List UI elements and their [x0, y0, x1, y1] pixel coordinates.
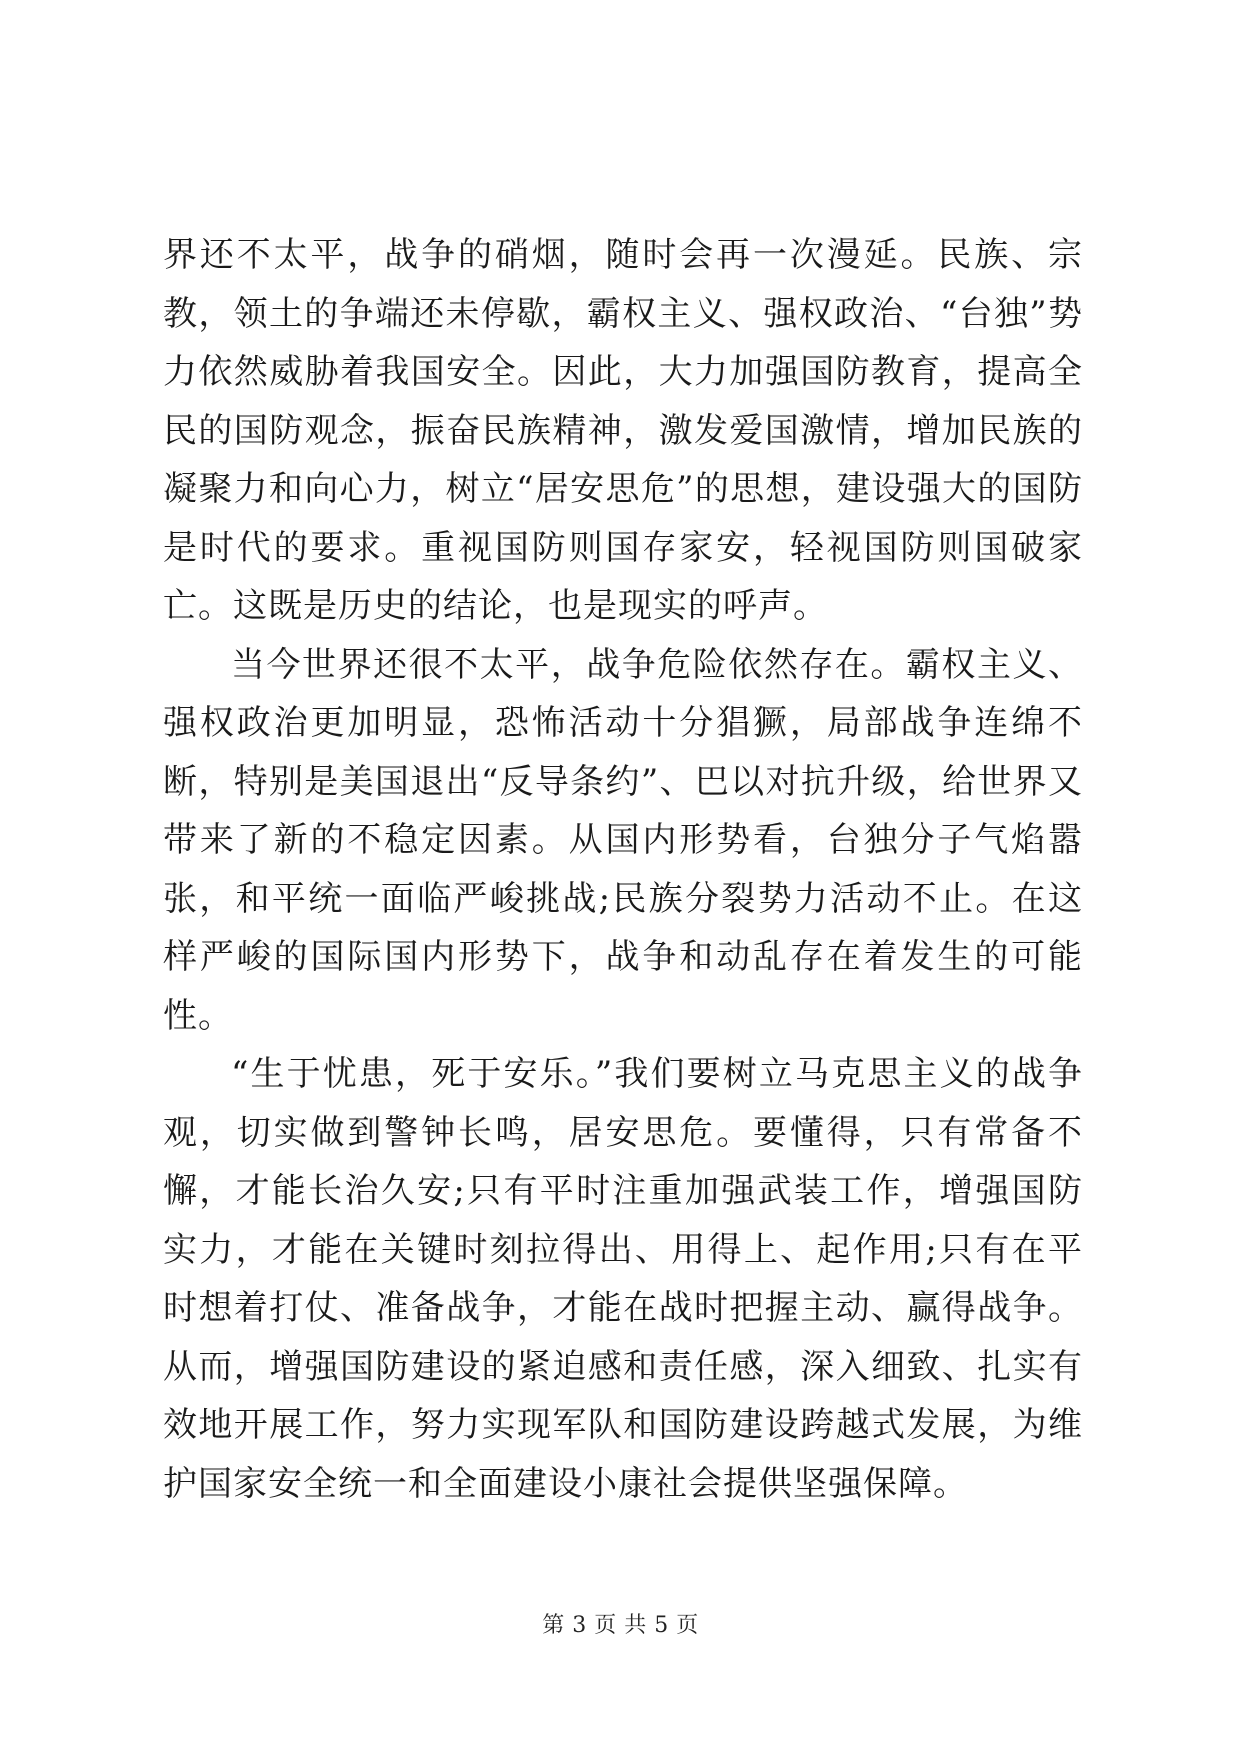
paragraph: 当今世界还很不太平，战争危险依然存在。霸权主义、强权政治更加明显，恐怖活动十分猖獗，局部战争连绵不断，特别是美国退出“反导条约”、巴以对抗升级，给世界又带来了新的不稳定因素。从国内形势看，台独分子气焰嚣张，和平统一面临严峻挑战;民族分裂势力活动不止。在这样严峻的国际国内形势下，战争和动乱存在着发生的可能性。 — [163, 644, 1083, 1036]
paragraph: “生于忧患，死于安乐。”我们要树立马克思主义的战争观，切实做到警钟长鸣，居安思危。要懂得，只有常备不懈，才能长治久安;只有平时注重加强武装工作，增强国防实力，才能在关键时刻拉得出、用得上、起作用;只有在平时想着打仗、准备战争，才能在战时把握主动、赢得战争。从而，增强国防建设的紧迫感和责任感，深入细致、扎实有效地开展工作，努力实现军队和国防建设跨越式发展，为维护国家安全统一和全面建设小康社会提供坚强保障。 — [163, 1054, 1083, 1504]
document-body — [163, 226, 1083, 1513]
page-footer: 第 3 页 共 5 页 — [542, 1613, 699, 1638]
paragraph-continued: 界还不太平，战争的硝烟，随时会再一次漫延。民族、宗教，领土的争端还未停歇，霸权主义、强权政治、“台独”势力依然威胁着我国安全。因此，大力加强国防教育，提高全民的国防观念，振奋民族精神，激发爱国激情，增加民族的凝聚力和向心力，树立“居安思危”的思想，建设强大的国防是时代的要求。重视国防则国存家安，轻视国防则国破家亡。这既是历史的结论，也是现实的呼声。 — [163, 235, 1083, 626]
